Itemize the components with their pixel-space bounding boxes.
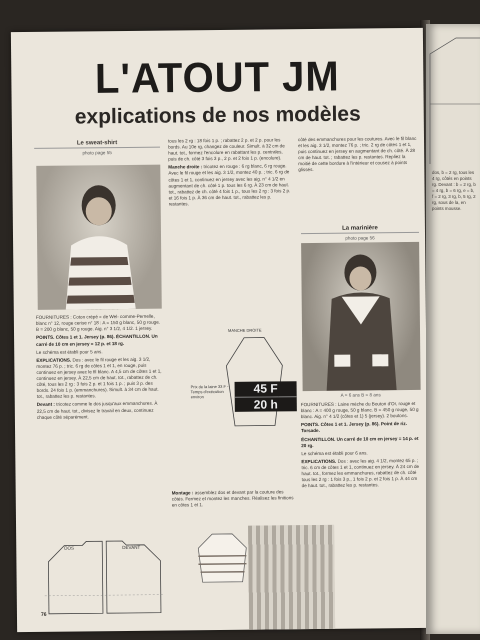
- page-headline: L'ATOUT JM: [94, 53, 340, 103]
- girl-illustration: [301, 242, 421, 391]
- sweat-devant-line: [37, 401, 163, 421]
- sweat-devant: tricotez comme le dos jusqu'aux emmanchures. À 22,5 cm de haut. tot., divisez le travail en deux, continuez chaque côté séparément.: [36, 401, 158, 420]
- column-mariniere: [301, 392, 424, 640]
- manche-text: tricotez en rouge : 6 rg blanc, 6 rg rouge. Avec le fil rouge et les aig. 3 1/2, montez 40 p. ; tric. 6 rg de côtes 1 et 1, continuez en jersey avec les aig. n° 4 1/2 en augmentant de ch. côté 1 p. tous les 6 rg. À 23 cm de haut. tot., rabattez de ch. côté 4 fois 1 p., tous les 2 rg : 3 fois 2 p. et 16 fois 1 p. À 36 cm de haut. tot., rabattez les p. restantes.: [168, 163, 291, 207]
- column-three: [298, 136, 419, 237]
- mariniere-photo-ref: photo page 56: [345, 235, 375, 241]
- sweat-pattern-diagram: [42, 535, 167, 618]
- facing-page-diagram: [426, 34, 480, 174]
- photo-boy-sweat-shirt: [36, 165, 162, 310]
- mariniere-explanations-line: [301, 458, 421, 490]
- mariniere-caption: A = 6 ans B = 8 ans: [340, 392, 381, 398]
- sweat-expl-label: EXPLICATIONS.: [36, 357, 72, 363]
- sleeve-label: MANCHE DROITE: [227, 327, 262, 333]
- execution-hours: 20 h: [235, 396, 297, 412]
- boy-illustration: [36, 165, 162, 310]
- sweat-points-label: POINTS.: [36, 335, 55, 341]
- mariniere-title: La marinière: [301, 224, 419, 234]
- sweat-note: Le schéma est établi pour 5 ans.: [36, 348, 103, 355]
- sweat-gauge-label: ÉCHANTILLON.: [115, 334, 151, 340]
- page-number: 76: [40, 611, 47, 618]
- mariniere-points-label: POINTS.: [300, 422, 320, 428]
- sweat-points: Côtes 1 et 1. Jersey (p. 86).: [55, 334, 115, 341]
- sweat-points-line: [36, 334, 162, 348]
- mariniere-explanations: Dos : avec les aig. 4 1/2, montez 65 p. ; tric. 6 cm de côtes 1 et 1, continuez en jersey. À 24 cm de haut. tot., formez les emmanchures, rabattez de ch. côté tous les 2 rg : 1 fois 3 p., 1 fois 2 p. et 2 fois 1 p. À 44 cm de haut. tot., rabattez les p. restantes.: [301, 457, 420, 489]
- sweater-sketch: [192, 526, 253, 587]
- magazine-page: [11, 28, 429, 632]
- sweat-supplies: FOURNITURES : Coton crépé « de Wel- comme-Pernelle, blanc n° 12, rouge cerise n° 18 : A = 150 g blanc, 50 g rouge. B = 200 g blanc, 50 g rouge. Aig. n° 3 1/2, 4 1/2. 1 jersey.: [35, 313, 161, 333]
- montage-text: assemblez dos et devant par la couture des côtés. Fermez et montez les manches. Réalisez les finitions en côtes 1 et 1.: [171, 489, 294, 508]
- mariniere-gauge: Un carré de 10 cm en jersey = 14 p. et 20 rg.: [301, 435, 419, 448]
- col2-manche-line: [168, 164, 292, 208]
- diagram-label-dos: DOS: [64, 545, 75, 551]
- photo-girl-mariniere: [301, 242, 421, 391]
- col2-text: tous les 2 rg : 18 fois 1 p. ; rabattez 2 p. et 2 p. pour les bords. Au 10e rg, changez de couleur. Simult. à 32 cm de haut. tot., formez l'encolure en rabattant les p. centrales, puis de ch. côté 3 fois 3 p., 2 p. et 2 fois 1 p. (encolure).: [167, 137, 285, 162]
- price-box: [191, 381, 301, 412]
- sweat-devant-label: Devant :: [36, 402, 55, 408]
- mariniere-gauge-line: [301, 435, 421, 448]
- price-label: Prix de la laine 33 F - Temps d'exécution environ: [190, 383, 229, 400]
- sweat-title: Le sweat-shirt: [34, 139, 160, 149]
- facing-page-text: dos, b = 2 rg, tous les 4 rg, côtés en points rg. Devant : b = 2 rg, b = 4 rg, b = 6 rg, e = b, f = 2 rg, 3 rg, b, 5 rg, 2 rg, sous de la, en points mousse.: [432, 170, 476, 211]
- col3-text: côté des emmanchures pour les coutures. Avec le fil blanc et les aig. 3 1/2, montez 76 p. ; tric. 2 rg de côtes 1 et 1, puis continuez en jersey en augmentant de ch. côté. À 28 cm de haut. tot. ; rabattez les p. restantes. Repliez la moitié de cette bordure à l'intérieur et cousez à points glissés.: [297, 135, 417, 173]
- mariniere-supplies: FOURNITURES : Laine mèche du Bouton d'Or, rouge et blanc : A = 400 g rouge, 50 g blanc. B = 450 g rouge, 50 g blanc. Aig. n° 4 1/2 (côtes et 1) 5 (jersey). 2 boutons.: [300, 401, 419, 420]
- sweat-photo-ref: photo page 55: [82, 150, 112, 156]
- sweat-explanations: Dos : avec le fil rouge et les aig. 3 1/2, montez 76 p. ; tric. 6 rg de côtes 1 et 1, en rouge, puis continuez en jersey avec le fil blanc. A 4,5 cm de côtes 1 et 1, continuez en jersey. À 22,5 cm de haut. tot., rabattez de ch. côté, tous les 2 rg : 3 fois 2 p. et 1 fois 1 p. ; puis 3 p. des bords. 24 fois 1 p. (emmanchures). Simult. à 34 cm de haut. tot., rabattez les p. restantes.: [36, 356, 162, 400]
- mariniere-gauge-label: ÉCHANTILLON.: [301, 436, 336, 442]
- mariniere-note: Le schéma est établi pour 6 ans.: [301, 450, 368, 456]
- mariniere-points: Côtes 1 et 1. Jersey (p. 86). Point de riz. Torsade.: [301, 421, 407, 434]
- sweat-gauge: Un carré de 10 cm en jersey = 12 p. et 18 rg.: [36, 334, 158, 347]
- mariniere-expl-label: EXPLICATIONS.: [301, 458, 337, 464]
- sleeve-diagram: [214, 325, 295, 430]
- montage-block: [172, 489, 296, 530]
- montage-label: Montage :: [171, 490, 194, 496]
- sweat-explanations-line: [36, 356, 162, 400]
- manche-label: Manche droite :: [168, 164, 203, 170]
- mariniere-points-line: [301, 421, 421, 434]
- page-subheadline: explications de nos modèles: [74, 102, 361, 129]
- diagram-label-devant: DEVANT: [122, 544, 141, 551]
- price-amount: 45 F: [235, 381, 297, 397]
